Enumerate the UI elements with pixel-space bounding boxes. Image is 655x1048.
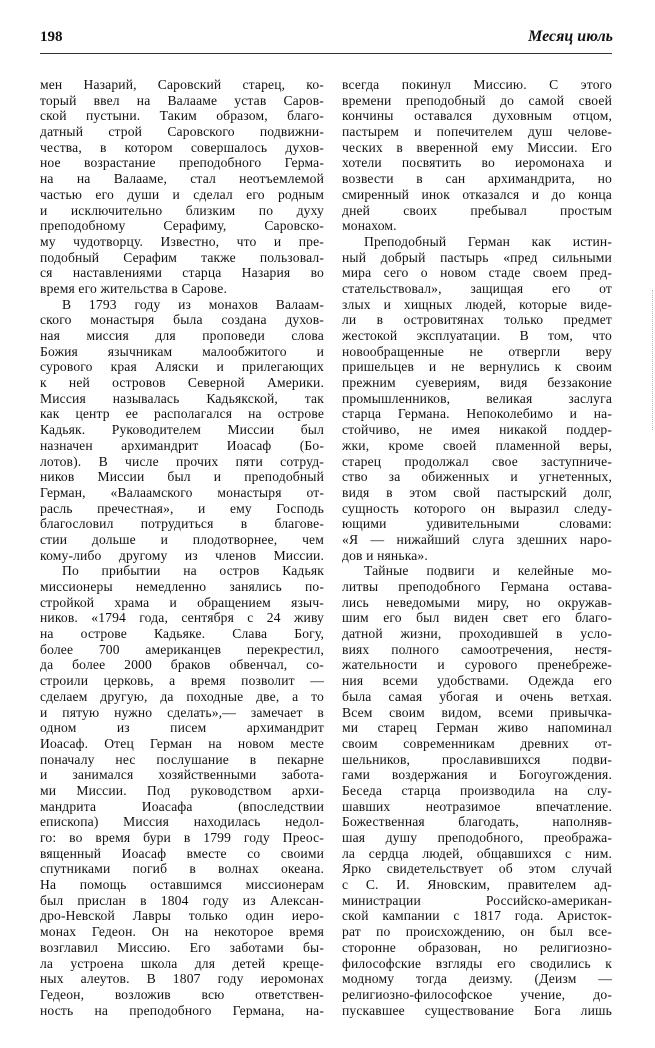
text-line: сущность которого он выразил следу- (342, 500, 612, 516)
text-line: на на Валааме, стал неотъемлемой (40, 171, 324, 187)
margin-scan-mark (652, 290, 653, 430)
text-line: го: во время бури в 1799 году Преос- (40, 830, 324, 845)
text-line: рат по происхождению, он был все- (342, 924, 612, 940)
text-line: датной жизни, проходившей в усло- (342, 626, 612, 642)
text-line: Всем своим видом, всеми привычка- (342, 704, 612, 720)
text-line: частью его души и сделал его родным (40, 186, 324, 202)
text-line: ского монастыря была создана духов- (40, 312, 324, 328)
text-line: возглавил Миссию. Его заботами бы- (40, 939, 324, 955)
text-line: лотов). В числе прочих пяти сотруд- (40, 453, 324, 469)
text-line: пускавшее существование Бога лишь (342, 1002, 612, 1018)
text-line: ство за обиженных и угнетенных, (342, 469, 612, 485)
text-line: ли в островитянах только предмет (342, 312, 612, 328)
text-line: подобный Серафим также пользовал- (40, 249, 324, 265)
text-line: Миссия называлась Кадьякской, так (40, 390, 324, 406)
header-rule (40, 53, 612, 54)
text-line: модному тогда деизму. (Деизм — (342, 971, 612, 987)
text-line: На помощь оставшимся миссионерам (40, 877, 324, 893)
text-line: Герман, «Валаамского монастыря от- (40, 484, 324, 500)
text-line: ное возрастание преподобного Герма- (40, 155, 324, 171)
text-line: ческих в вверенной ему Миссии. Его (342, 139, 612, 155)
text-line: шим его был виден свет его благо- (342, 610, 612, 626)
text-line: философские взгляды его сводились к (342, 955, 612, 971)
running-title: Месяц июль (528, 28, 613, 45)
text-line: сторонне образован, но религиозно- (342, 939, 612, 955)
text-line: да более 2000 браков обвенчал, со- (40, 657, 324, 673)
text-line: всегда покинул Миссию. С этого (342, 77, 612, 92)
text-line: ния всеми удобствами. Одежда его (342, 673, 612, 689)
text-line: поначалу нес послушание в пекарне (40, 751, 324, 767)
text-line: ная миссия для проповеди слова (40, 328, 324, 343)
text-line: религиозно-философское учение, до- (342, 986, 612, 1002)
text-line: пришельцев и не вернулись к своим (342, 359, 612, 375)
text-line: Божественная благодать, наполняв- (342, 814, 612, 830)
text-line: ской пустыни. Таким образом, благо- (40, 108, 324, 124)
text-column-right (342, 77, 612, 1018)
text-line: вященный Иоасаф вместе со своими (40, 845, 324, 861)
text-line: на острове Кадьяке. Слава Богу, (40, 626, 324, 642)
text-line: времени преподобный до самой своей (342, 92, 612, 108)
text-line: старца Германа. Непоколебимо и на- (342, 406, 612, 422)
text-line: виях полного самоотречения, нестя- (342, 641, 612, 657)
text-line: злых и хищных людей, которые виде- (342, 296, 612, 312)
text-line: более 700 американцев перекрестил, (40, 641, 324, 657)
text-line: ющими удивительными словами: (342, 516, 612, 532)
text-line: расль пречестная», и ему Господь (40, 500, 324, 516)
text-line: ный добрый пастырь «пред сильными (342, 249, 612, 265)
text-line: му чудотворцу. Известно, что и пре- (40, 233, 324, 249)
text-line: была самая убогая и очень ветхая. (342, 688, 612, 704)
text-line: шая душу преподобного, преобража- (342, 830, 612, 845)
text-line: пастырем и попечителем душ челове- (342, 124, 612, 140)
text-line: ла устроена школа для детей креще- (40, 955, 324, 971)
text-line: монахом. (342, 218, 397, 234)
text-line: с С. И. Яновским, правителем ад- (342, 877, 612, 893)
text-line: преподобному Серафиму, Саровско- (40, 218, 324, 234)
text-line: мен Назарий, Саровский старец, ко- (40, 77, 324, 92)
text-line: мира сего о новом стаде своем пред- (342, 265, 612, 281)
text-line: стии дольше и плодотворнее, чем (40, 531, 324, 547)
text-line: жки, кроме своей пламенной веры, (342, 437, 612, 453)
text-line: литвы преподобного Германа остава- (342, 579, 612, 594)
text-line: монах Гедеон. Он на некоторое время (40, 924, 324, 940)
text-line: промышленников, великая заслуга (342, 390, 612, 406)
text-line: По прибытии на остров Кадьяк (62, 563, 324, 579)
text-line: время его жительства в Сарове. (40, 280, 228, 296)
text-line: видя в этом свой пастырский долг, (342, 484, 612, 500)
text-line: мандрита Иоасафа (впоследствии (40, 798, 324, 814)
text-line: чества, в котором совершалось духов- (40, 139, 324, 155)
text-line: старец продолжал свое заступниче- (342, 453, 612, 469)
text-line: дней своих пребывал простым (342, 202, 612, 218)
text-line: ников Миссии был и преподобный (40, 469, 324, 485)
text-line: кому-либо другому из членов Миссии. (40, 547, 324, 563)
text-line: ников. «1794 года, сентября с 24 живу (40, 610, 324, 626)
text-line: жестокой эксплуатации. В том, что (342, 328, 612, 343)
text-line: гами воздержания и Богоугождения. (342, 767, 612, 783)
text-line: назначен архимандрит Иоасаф (Бо- (40, 437, 324, 453)
text-line: шельников, прославившихся подви- (342, 751, 612, 767)
text-line: министрации Российско-американ- (342, 892, 612, 908)
text-line: смиренный инок отказался и до конца (342, 186, 612, 202)
text-line: своим современникам древних от- (342, 735, 612, 751)
text-line: сделаем другую, да походные две, а то (40, 688, 324, 704)
text-line: Ярко свидетельствует об этом случай (342, 861, 612, 877)
text-line: ность на преподобного Германа, на- (40, 1002, 324, 1018)
text-line: дов и нянька». (342, 547, 428, 563)
text-line: Беседа старца производила на слу- (342, 782, 612, 798)
text-line: прежним суевериям, видя беззаконие (342, 375, 612, 391)
text-line: Гедеон, возложив всю ответствен- (40, 986, 324, 1002)
text-line: лись неведомыми миру, но окружав- (342, 594, 612, 610)
text-line: как центр ее располагался на острове (40, 406, 324, 422)
text-line: датный строй Саровского подвижни- (40, 124, 324, 140)
text-line: стательствовал», защищая его от (342, 280, 612, 296)
text-line: жательности и сурового пренебреже- (342, 657, 612, 673)
text-line: ской кампании с 1817 года. Аристок- (342, 908, 612, 924)
text-line: ми старец Герман живо напоминал (342, 720, 612, 736)
text-line: Кадьяк. Руководителем Миссии был (40, 422, 324, 438)
page-number: 198 (40, 29, 63, 45)
text-line: епископа) Миссия находилась недол- (40, 814, 324, 830)
text-line: и пятую нужно сделать»,— замечает в (40, 704, 324, 720)
text-line: к ней островов Северной Америки. (40, 375, 324, 391)
text-line: и занимался хозяйственными забота- (40, 767, 324, 783)
text-line: ных алеутов. В 1807 году иеромонах (40, 971, 324, 987)
text-column-left (40, 77, 324, 1018)
text-line: «Я — нижайший слуга здешних наро- (342, 531, 612, 547)
text-line: стойчиво, не имея никакой поддер- (342, 422, 612, 438)
text-line: миссионеры немедленно занялись по- (40, 579, 324, 594)
text-line: возвести в сан архимандрита, но (342, 171, 612, 187)
text-line: спутниками погиб в волнах океана. (40, 861, 324, 877)
text-line: одном из писем архимандрит (40, 720, 324, 736)
text-line: хотели посвятить во иеромонаха и (342, 155, 612, 171)
text-line: ми Миссии. Под руководством архи- (40, 782, 324, 798)
text-line: ла сердца людей, общавшихся с ним. (342, 845, 612, 861)
text-line: шавших неотразимое впечатление. (342, 798, 612, 814)
text-line: ся наставлениями старца Назария во (40, 265, 324, 281)
text-line: Божия язычникам малообжитого и (40, 343, 324, 359)
text-line: стройкой храма и обращением языч- (40, 594, 324, 610)
text-line: торый ввел на Валааме устав Саров- (40, 92, 324, 108)
text-line: новообращенные не отвергли веру (342, 343, 612, 359)
text-line: сурового края Аляски и прилегающих (40, 359, 324, 375)
text-line: был прислан в 1804 году из Алексан- (40, 892, 324, 908)
text-line: благословил потрудиться в благове- (40, 516, 324, 532)
text-line: дро-Невской Лавры только один иеро- (40, 908, 324, 924)
text-line: кончины оставался духовным отцом, (342, 108, 612, 124)
text-line: В 1793 году из монахов Валаам- (62, 296, 324, 312)
text-line: и исключительно близким по духу (40, 202, 324, 218)
text-line: Иоасаф. Отец Герман на новом месте (40, 735, 324, 751)
text-line: Тайные подвиги и келейные мо- (364, 563, 612, 579)
text-line: строили церковь, а время позволит — (40, 673, 324, 689)
text-line: Преподобный Герман как истин- (364, 233, 612, 249)
